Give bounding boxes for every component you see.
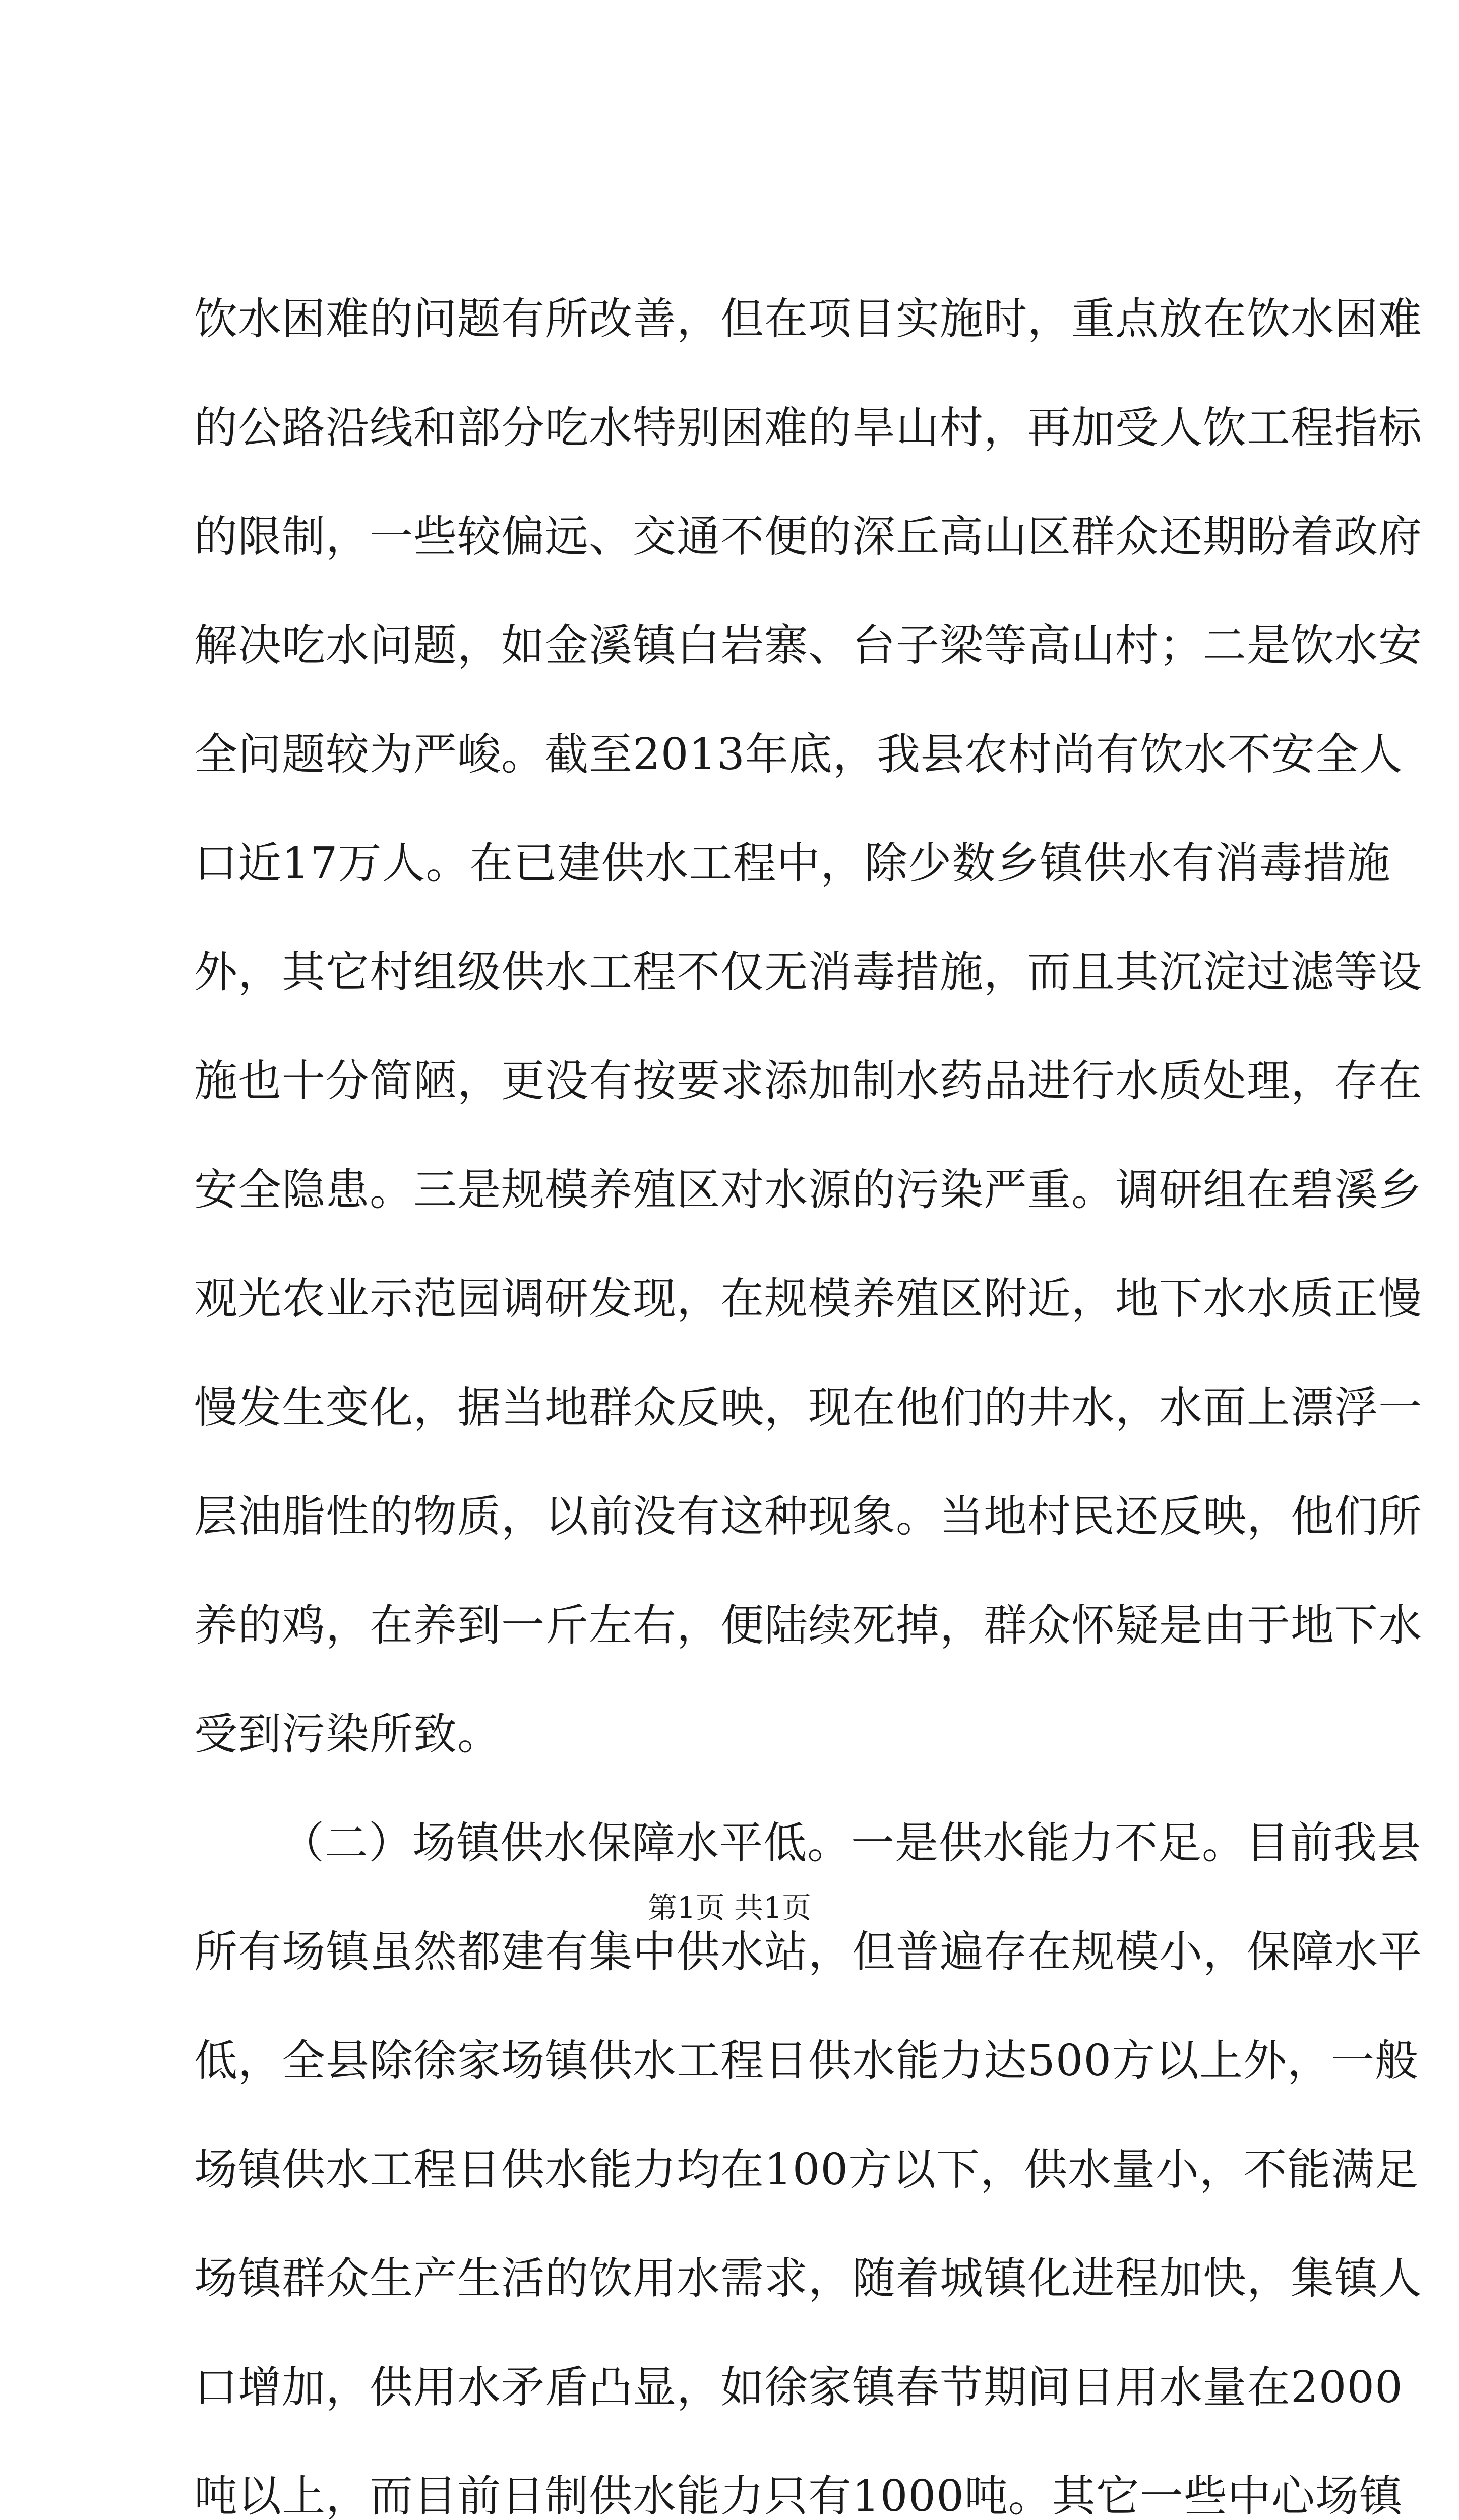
text-line: 低，全县除徐家场镇供水工程日供水能力达500方以上外，一般 <box>194 2036 1419 2086</box>
text-line: 慢发生变化，据当地群众反映，现在他们的井水，水面上漂浮一 <box>194 1382 1422 1433</box>
text-line: 所有场镇虽然都建有集中供水站，但普遍存在规模小，保障水平 <box>194 1927 1422 1977</box>
text-line: 口近17万人。在已建供水工程中，除少数乡镇供水有消毒措施 <box>194 838 1391 889</box>
page-footer: 第1页 共1页 <box>647 1891 812 1925</box>
text-line: 施也十分简陋，更没有按要求添加制水药品进行水质处理，存在 <box>194 1056 1422 1106</box>
text-line: 解决吃水问题，如金溪镇白岩寨、台子梁等高山村；二是饮水安 <box>194 620 1422 671</box>
text-line: 场镇群众生产生活的饮用水需求，随着城镇化进程加快，集镇人 <box>194 2253 1422 2304</box>
text-line: 的限制，一些较偏远、交通不便的深丘高山区群众还期盼着政府 <box>194 512 1422 562</box>
text-line: 层油脂性的物质，以前没有这种现象。当地村民还反映，他们所 <box>194 1491 1422 1542</box>
text-line: 安全隐患。三是规模养殖区对水源的污染严重。调研组在碧溪乡 <box>194 1165 1422 1215</box>
text-line: 外，其它村组级供水工程不仅无消毒措施，而且其沉淀过滤等设 <box>194 947 1422 997</box>
text-line: 口增加，供用水矛盾凸显，如徐家镇春节期间日用水量在2000 <box>194 2362 1403 2413</box>
text-line: 观光农业示范园调研发现，在规模养殖区附近，地下水水质正慢 <box>194 1274 1422 1324</box>
text-line: 饮水困难的问题有所改善，但在项目实施时，重点放在饮水困难 <box>194 294 1422 344</box>
text-line: 场镇供水工程日供水能力均在100方以下，供水量小，不能满足 <box>194 2145 1419 2195</box>
text-line: 养的鸡，在养到一斤左右，便陆续死掉，群众怀疑是由于地下水 <box>194 1600 1422 1651</box>
body-text <box>194 265 1422 2520</box>
text-line: 吨以上，而目前日制供水能力只有1000吨。其它一些中心场镇 <box>194 2471 1403 2520</box>
paragraph-start-line: （二）场镇供水保障水平低。一是供水能力不足。目前我县 <box>281 1818 1421 1868</box>
text-line: 的公路沿线和部分吃水特别困难的旱山村，再加受人饮工程指标 <box>194 403 1422 453</box>
text-line: 全问题较为严峻。截至2013年底，我县农村尚有饮水不安全人 <box>194 729 1403 780</box>
text-line: 受到污染所致。 <box>194 1709 501 1759</box>
